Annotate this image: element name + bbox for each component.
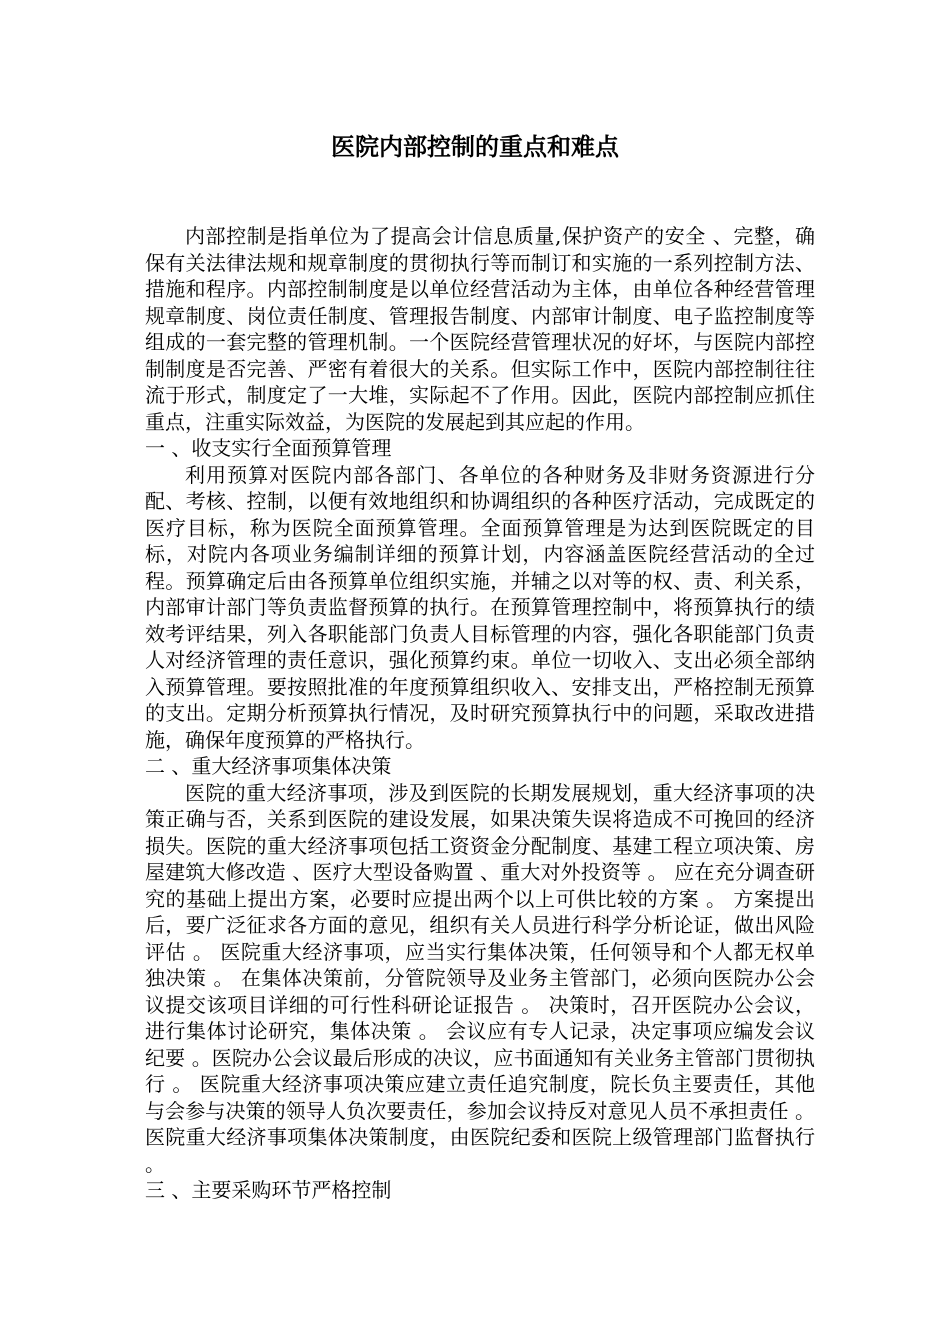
section-paragraph-collective-decision: 医院的重大经济事项，涉及到医院的长期发展规划，重大经济事项的决策正确与否，关系到医院的建设发展，如果决策失误将造成不可挽回的经济损失。医院的重大经济事项包括工资资金分配制度、基建工程立项决策、房屋建筑大修改造 、医疗大型设备购置 、重大对外投资等 。 应在充分调查研究的基础上提出方案，必要时应提出两个以上可供比较的方案 。 方案提出后，要广泛征求各方面的意见，组织有关人员进行科学分析论证，做出风险评估 。 医院重大经济事项，应当实行集体决策，任何领导和个人都无权单独决策 。 在集体决策前，分管院领导及业务主管部门，必须向医院办公会议提交该项目详细的可行性科研论证报告 。 决策时，召开医院办公会议，进行集体讨论研究，集体决策 。 会议应有专人记录，决定事项应编发会议纪要 。医院办公会议最后形成的决议，应书面通知有关业务主管部门贯彻执行 。 医院重大经济事项决策应建立责任追究制度，院长负主要责任，其他与会参与决策的领导人负次要责任，参加会议持反对意见人员不承担责任 。 医院重大经济事项集体决策制度，由医院纪委和医院上级管理部门监督执行 。 [145,780,815,1176]
intro-paragraph: 内部控制是指单位为了提高会计信息质量,保护资产的安全 、完整，确保有关法律法规和规章制度的贯彻执行等而制订和实施的一系列控制方法、措施和程序。内部控制制度是以单位经营活动为主体，由单位各种经营管理规章制度、岗位责任制度、管理报告制度、内部审计制度、电子监控制度等组成的一套完整的管理机制。一个医院经营管理状况的好坏，与医院内部控制制度是否完善、严密有着很大的关系。但实际工作中，医院内部控制往往流于形式，制度定了一大堆，实际起不了作用。因此，医院内部控制应抓住重点，注重实际效益，为医院的发展起到其应起的作用。 [145,224,815,434]
document-body [145,223,815,1204]
section-paragraph-budget: 利用预算对医院内部各部门、各单位的各种财务及非财务资源进行分配、考核、控制，以便有效地组织和协调组织的各种医疗活动，完成既定的医疗目标，称为医院全面预算管理。全面预算管理是为达到医院既定的目标，对院内各项业务编制详细的预算计划，内容涵盖医院经营活动的全过程。预算确定后由各预算单位组织实施，并辅之以对等的权、责、利关系，内部审计部门等负责监督预算的执行。在预算管理控制中，将预算执行的绩效考评结果，列入各职能部门负责人目标管理的内容，强化各职能部门负责人对经济管理的责任意识，强化预算约束。单位一切收入、支出必须全部纳入预算管理。要按照批准的年度预算组织收入、安排支出，严格控制无预算的支出。定期分析预算执行情况，及时研究预算执行中的问题，采取改进措施，确保年度预算的严格执行。 [145,462,815,752]
document-title: 医院内部控制的重点和难点 [331,133,619,161]
section-heading-procurement: 三 、主要采购环节严格控制 [145,1178,392,1202]
section-heading-budget: 一 、收支实行全面预算管理 [145,436,392,460]
section-heading-collective-decision: 二 、重大经济事项集体决策 [145,754,392,778]
